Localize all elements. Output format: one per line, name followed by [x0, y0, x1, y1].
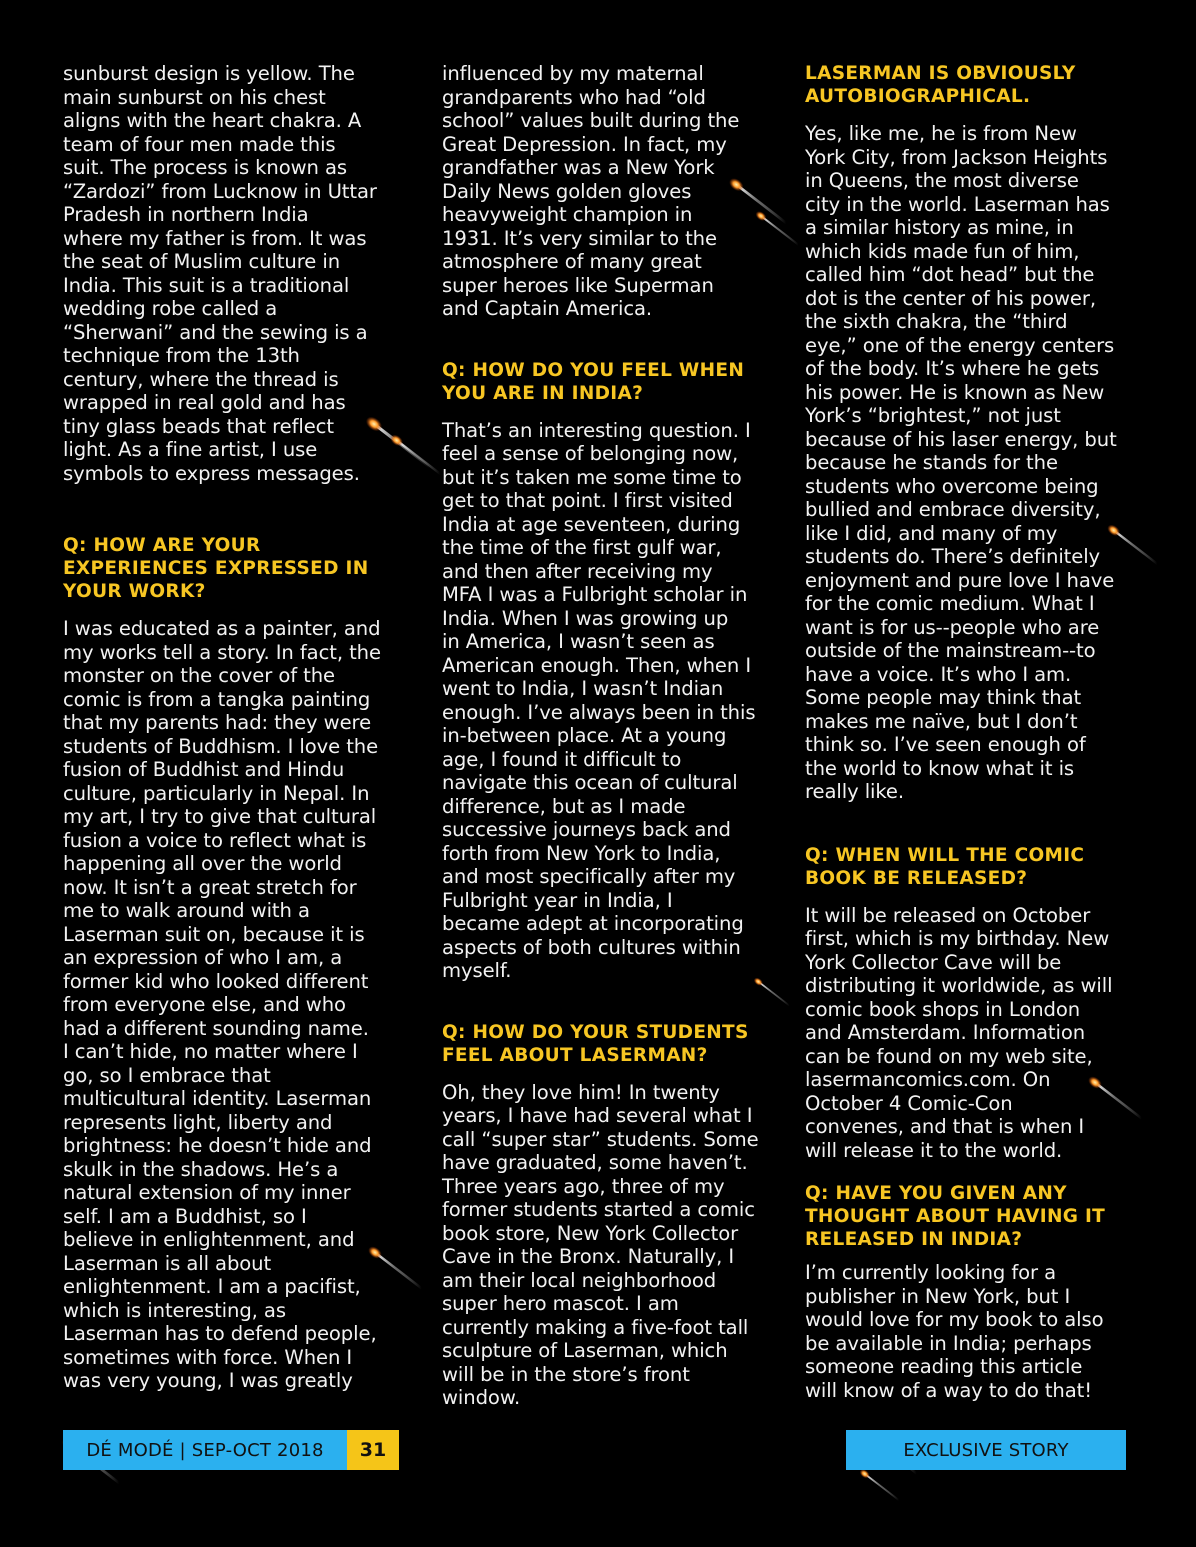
col3-paragraph-3: I’m currently looking for a publisher in New York, but I would love for my book to also be available in India; perhaps someone reading this article will know of a way to do that! — [805, 1261, 1104, 1402]
col1-paragraph-1: sunburst design is yellow. The main sunburst on his chest aligns with the heart chakra. A team of four men made this suit. The process is known as “Zardozi” from Lucknow in Uttar Pradesh in northern India where my father is from. It was the seat of Muslim culture in India. This suit is a traditional wedding robe called a “Sherwani” and the sewing is a technique from the 13th century, where the thread is wrapped in real gold and has tiny glass beads that reflect light. As a fine artist, I use symbols to express messages. — [63, 62, 377, 485]
meteor-icon — [1075, 1050, 1150, 1125]
article-column-1 — [63, 62, 408, 1393]
col3-question-3: Q: HAVE YOU GIVEN ANY THOUGHT ABOUT HAVING IT RELEASED IN INDIA? — [805, 1183, 1106, 1250]
meteor-icon — [355, 1220, 430, 1295]
article-column-3 — [805, 62, 1150, 1402]
article-column-2 — [442, 62, 782, 1410]
meteor-icon — [745, 190, 805, 250]
col3-paragraph-2: It will be released on October first, which is my birthday. New York Collector Cave will be distributing it worldwide, as will comic book shops in London and Amsterdam. Information can be found on my web site, lasermancomics.com. On October 4 Comic-Con convenes, and that is when I will release it to the world. — [805, 903, 1113, 1162]
footer-magazine-title: DÉ MODÉ | SEP-OCT 2018 — [63, 1430, 347, 1470]
footer-section-label: EXCLUSIVE STORY — [846, 1430, 1126, 1470]
footer-magazine-bar — [63, 1430, 399, 1470]
col2-paragraph-2: That’s an interesting question. I feel a sense of belonging now, but it’s taken me some time to get to that point. I first visited India at age seventeen, during the time of the first gulf war, and then after receiving my MFA I was a Fulbright scholar in India. When I was growing up in America, I wasn’t seen as American enough. Then, when I went to India, I wasn’t Indian enough. I’ve always been in this in-between place. At a young age, I found it difficult to navigate this ocean of cultural difference, but as I made successive journeys back and forth from New York to India, and most specifically after my Fulbright year in India, I became adept at incorporating aspects of both cultures within myself. — [442, 418, 756, 982]
meteor-icon — [378, 410, 448, 480]
col2-question-2: Q: HOW DO YOUR STUDENTS FEEL ABOUT LASERMAN? — [442, 1021, 749, 1066]
meteor-icon — [745, 960, 795, 1010]
col2-question-1: Q: HOW DO YOU FEEL WHEN YOU ARE IN INDIA? — [442, 359, 745, 404]
page-number: 31 — [347, 1430, 399, 1470]
col3-question-2: Q: WHEN WILL THE COMIC BOOK BE RELEASED? — [805, 844, 1085, 889]
col2-paragraph-1: influenced by my maternal grandparents who had “old school” values built during the Great Depression. In fact, my grandfather was a New York Daily News golden gloves heavyweight champion in 1931. It’s very similar to the atmosphere of many great super heroes like Superman and Captain America. — [442, 62, 740, 320]
col1-question-1: Q: HOW ARE YOUR EXPERIENCES EXPRESSED IN YOUR WORK? — [63, 535, 369, 602]
col1-paragraph-2: I was educated as a painter, and my works tell a story. In fact, the monster on the cover of the comic is from a tangka painting that my parents had: they were students of Buddhism. I love the fusion of Buddhist and Hindu culture, particularly in Nepal. In my art, I try to give that cultural fusion a voice to reflect what is happening all over the world now. It isn’t a great stretch for me to walk around with a Laserman suit on, because it is an expression of who I am, a former kid who looked different from everyone else, and who had a different sounding name. I can’t hide, no matter where I go, so I embrace that multicultural identity. Laserman represents light, liberty and brightness: he doesn’t hide and skulk in the shadows. He’s a natural extension of my inner self. I am a Buddhist, so I believe in enlightenment, and Laserman is all about enlightenment. I am a pacifist, which is interesting, as Laserman has to defend people, sometimes with force. When I was very young, I was greatly — [63, 617, 381, 1392]
meteor-icon — [1095, 500, 1165, 570]
col3-paragraph-1: Yes, like me, he is from New York City, from Jackson Heights in Queens, the most diverse city in the world. Laserman has a similar history as mine, in which kids made fun of him, called him “dot head” but the dot is the center of his power, the sixth chakra, the “third eye,” one of the energy centers of the body. It’s where he gets his power. He is known as New York’s “brightest,” not just because of his laser energy, but because he stands for the students who overcome being bullied and embrace diversity, like I did, and many of my students do. There’s definitely enjoyment and pure love I have for the comic medium. What I want is for us--people who are outside of the mainstream--to have a voice. It’s who I am. Some people may think that makes me naïve, but I don’t think so. I’ve seen enough of the world to know what it is really like. — [805, 122, 1117, 803]
col3-heading-1: LASERMAN IS OBVIOUSLY AUTOBIOGRAPHICAL. — [805, 63, 1076, 107]
col2-paragraph-3: Oh, they love him! In twenty years, I have had several what I call “super star” students. Some have graduated, some haven’t. Three years ago, three of my former students started a comic book store, New York Collector Cave in the Bronx. Naturally, I am their local neighborhood super hero mascot. I am currently making a five-foot tall sculpture of Laserman, which will be in the store’s front window. — [442, 1080, 759, 1409]
